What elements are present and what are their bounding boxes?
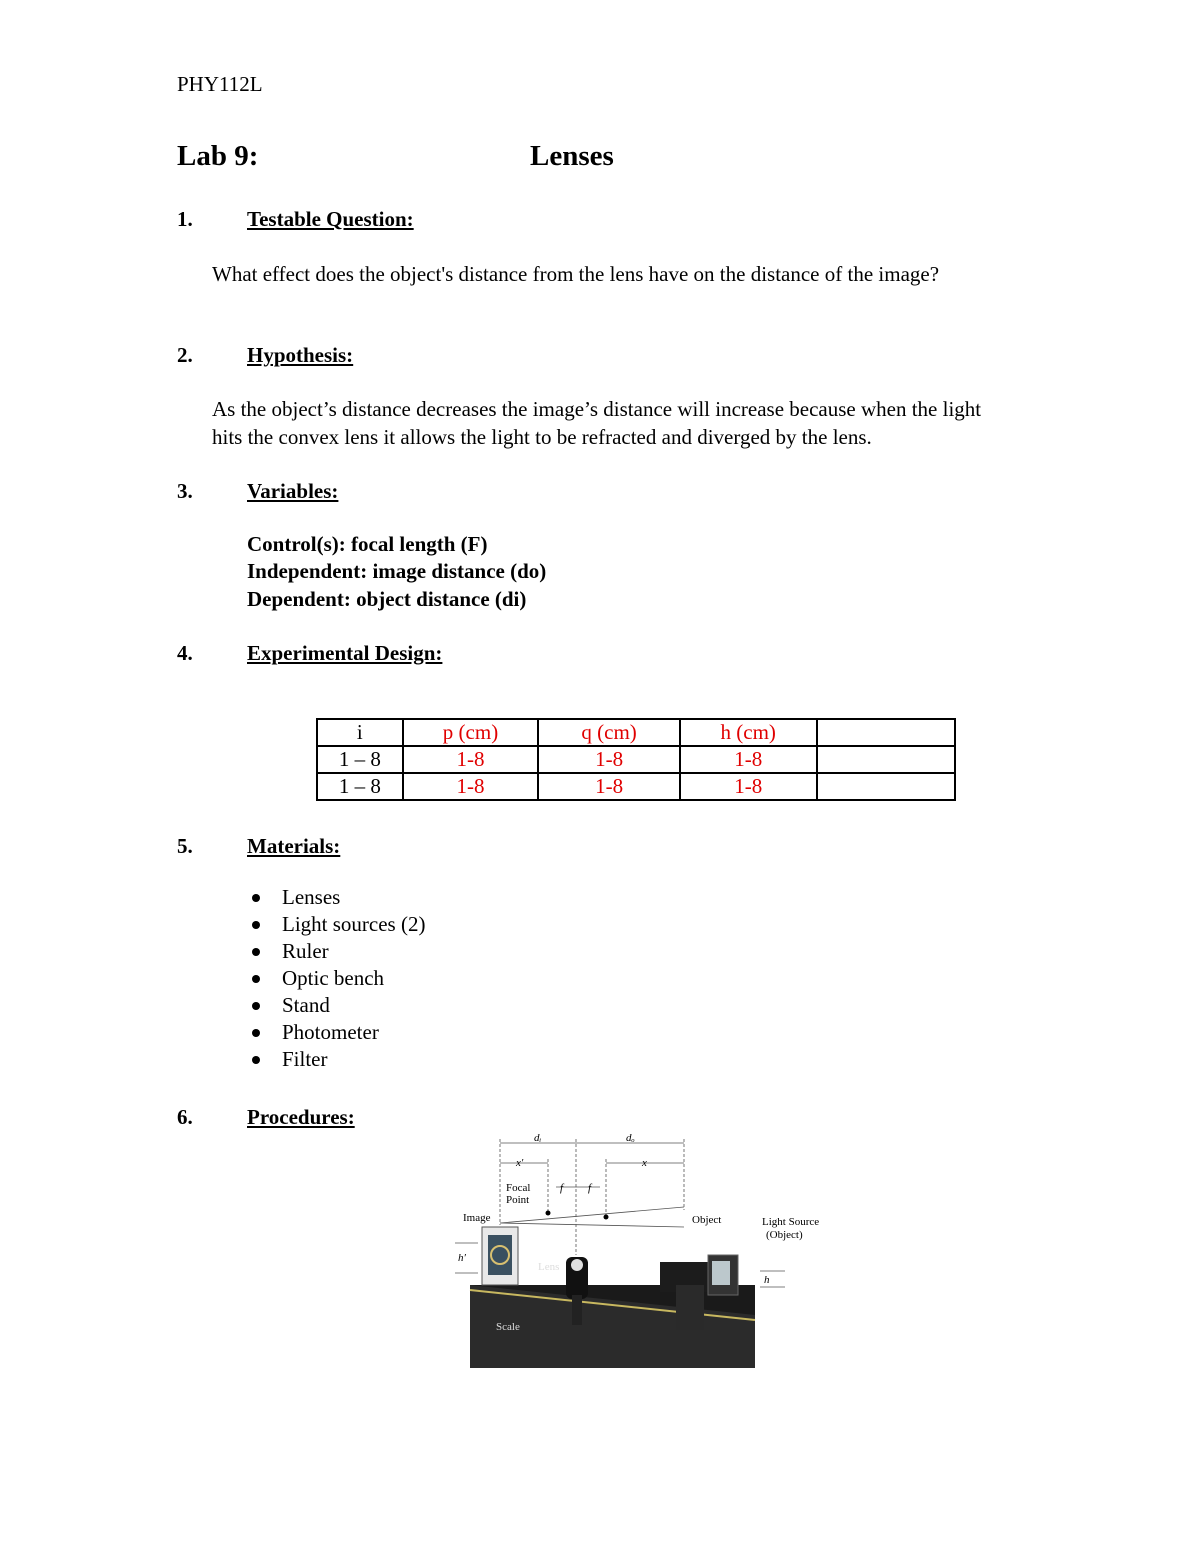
list-item: Ruler (247, 938, 425, 965)
section-2-heading: Hypothesis: (247, 343, 354, 367)
section-1-heading: Testable Question: (247, 207, 414, 231)
section-4-heading: Experimental Design: (247, 641, 443, 665)
label-object: Object (692, 1214, 722, 1226)
hypothesis-line-1: As the object’s distance decreases the image’s distance will increase because when the light (212, 397, 982, 421)
control-variable: Control(s): focal length (F) (247, 532, 488, 556)
table-cell (817, 746, 955, 773)
lab-number: Lab 9: (177, 140, 259, 172)
dependent-variable: Dependent: object distance (di) (247, 587, 527, 611)
section-5-heading: Materials: (247, 834, 341, 858)
table-row (317, 746, 955, 773)
table-header-cell: p (cm) (403, 719, 539, 746)
lens-apparatus-figure (458, 1132, 830, 1370)
label-hprime: h′ (458, 1252, 466, 1264)
table-cell: 1-8 (538, 746, 680, 773)
section-2-number: 2. (177, 343, 193, 367)
table-row (317, 773, 955, 800)
table-header-row (317, 719, 955, 746)
label-f2: f (588, 1182, 592, 1194)
focal-point-dot (546, 1211, 551, 1216)
label-h: h (764, 1274, 770, 1286)
light-source-window (712, 1261, 730, 1285)
label-image: Image (463, 1212, 491, 1224)
independent-variable: Independent: image distance (do) (247, 559, 547, 583)
table-cell: 1-8 (538, 773, 680, 800)
label-scale: Scale (496, 1321, 520, 1333)
label-x: x (642, 1157, 647, 1169)
label-light-source-object: (Object) (766, 1229, 803, 1241)
label-xprime: x′ (516, 1157, 524, 1169)
list-item: Stand (247, 992, 425, 1019)
list-item: Optic bench (247, 965, 425, 992)
label-point: Point (506, 1194, 530, 1206)
list-item: Photometer (247, 1019, 425, 1046)
lens-icon (571, 1259, 583, 1271)
table-header-cell: i (317, 719, 403, 746)
section-3-heading: Variables: (247, 479, 339, 503)
section-6-heading: Procedures: (247, 1105, 355, 1129)
label-f1: f (560, 1182, 564, 1194)
label-do: dₒ (626, 1132, 635, 1144)
section-5-number: 5. (177, 834, 193, 858)
testable-question-text: What effect does the object's distance from the lens have on the distance of the image? (212, 262, 940, 286)
table-cell: 1 – 8 (317, 746, 403, 773)
lens-stand (572, 1295, 582, 1325)
table-cell: 1-8 (680, 746, 817, 773)
label-focal: Focal (506, 1182, 531, 1194)
light-source-stand (676, 1285, 704, 1330)
section-6-number: 6. (177, 1105, 193, 1129)
section-1-number: 1. (177, 207, 193, 231)
table-header-cell (817, 719, 955, 746)
table-cell: 1-8 (403, 746, 539, 773)
list-item: Lenses (247, 884, 425, 911)
materials-list (247, 884, 425, 1073)
section-3-number: 3. (177, 479, 193, 503)
table-header-cell: h (cm) (680, 719, 817, 746)
table-cell: 1 – 8 (317, 773, 403, 800)
table-cell: 1-8 (680, 773, 817, 800)
label-lens: Lens (538, 1261, 560, 1273)
list-item: Light sources (2) (247, 911, 425, 938)
section-4-number: 4. (177, 641, 193, 665)
list-item: Filter (247, 1046, 425, 1073)
table-cell (817, 773, 955, 800)
table-header-cell: q (cm) (538, 719, 680, 746)
hypothesis-line-2: hits the convex lens it allows the light to be refracted and diverged by the lens. (212, 425, 872, 449)
experimental-design-table (316, 718, 956, 801)
table-cell: 1-8 (403, 773, 539, 800)
label-di: dᵢ (534, 1132, 542, 1144)
focal-point-dot (604, 1215, 609, 1220)
lab-topic: Lenses (530, 140, 614, 172)
page-header: PHY112L (177, 72, 263, 96)
label-light-source: Light Source (762, 1216, 820, 1228)
